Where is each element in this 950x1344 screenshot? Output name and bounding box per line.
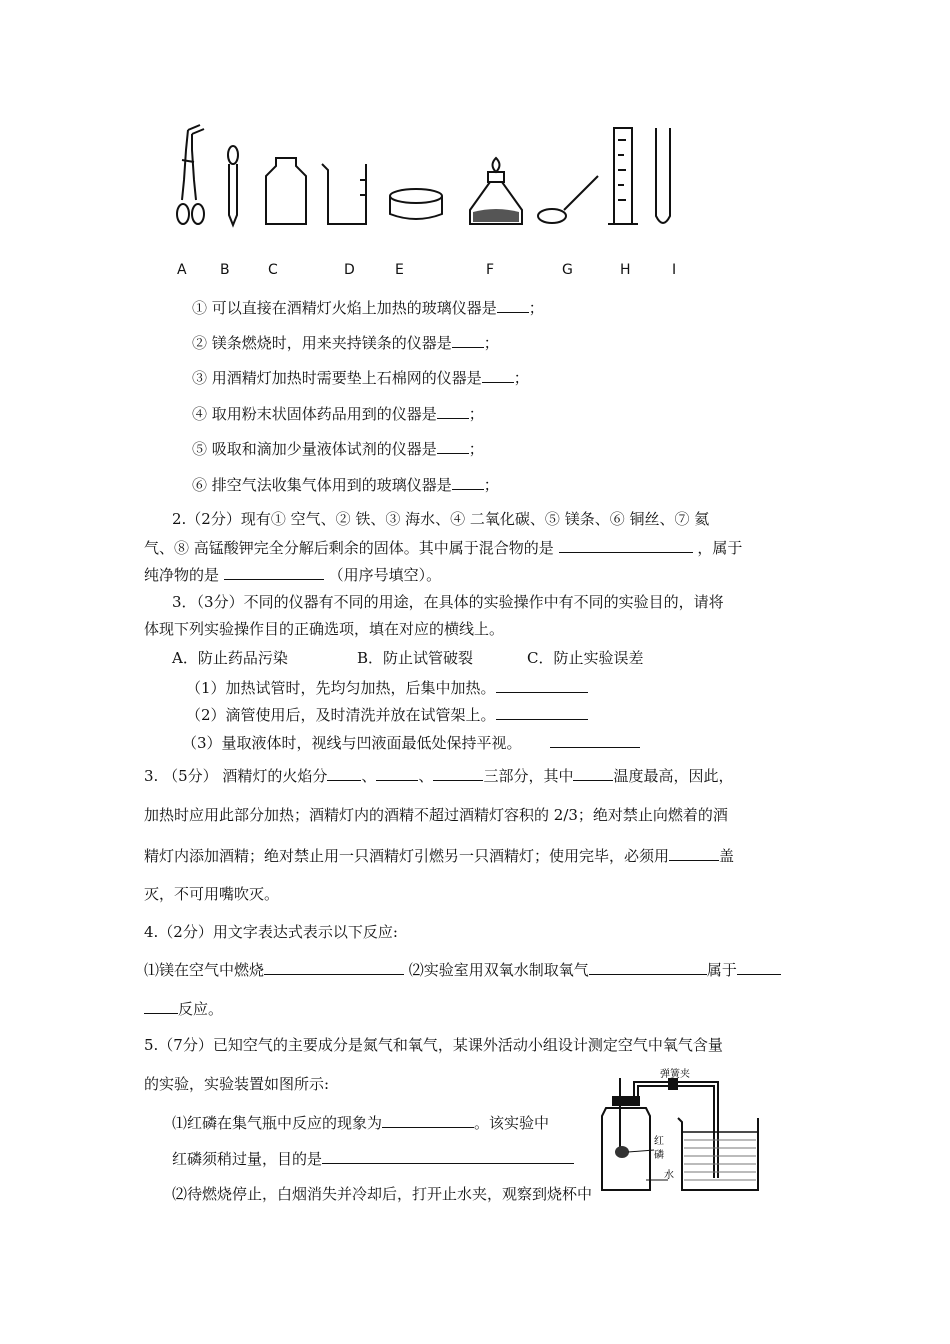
q1-item-6: ⑥ 排空气法收集气体用到的玻璃仪器是 ； [192, 476, 499, 494]
q3-item-1: （1）加热试管时，先均匀加热，后集中加热。 [186, 677, 588, 698]
apparatus-label-d: D [344, 262, 355, 278]
q3b-line-2: 加热时应用此部分加热；酒精灯内的酒精不超过酒精灯容积的 2/3；绝对禁止向燃着的酒 [144, 806, 728, 824]
q3b-line-3: 精灯内添加酒精；绝对禁止用一只酒精灯引燃另一只酒精灯；使用完毕，必须用 盖 [144, 847, 735, 865]
answer-blank[interactable] [327, 765, 361, 781]
beaker-icon [322, 164, 366, 224]
answer-blank[interactable] [264, 959, 404, 975]
answer-blank[interactable] [452, 474, 484, 490]
apparatus-label-b: B [220, 262, 230, 278]
q1-item-5: ⑤ 吸取和滴加少量液体试剂的仪器是 ； [192, 440, 484, 458]
test-tube-icon [656, 128, 670, 223]
q3-item-3: （3）量取液体时，视线与凹液面最低处保持平视。 [182, 732, 640, 753]
q1-item-3: ③ 用酒精灯加热时需要垫上石棉网的仪器是 ； [192, 369, 529, 387]
answer-blank[interactable] [224, 564, 324, 580]
answer-blank[interactable] [482, 367, 514, 383]
q3-option-b: B．防止试管破裂 [357, 649, 474, 667]
fig-label-phosphorus-2: 磷 [654, 1150, 664, 1161]
q3-option-c: C．防止实验误差 [527, 649, 644, 667]
answer-blank[interactable] [550, 732, 640, 748]
answer-blank[interactable] [737, 959, 781, 975]
answer-blank[interactable] [437, 403, 469, 419]
q4-line-1: 4.（2分）用文字表达式表示以下反应: [144, 923, 398, 941]
q3-line-2: 体现下列实验操作目的正确选项，填在对应的横线上。 [144, 620, 505, 638]
q1-item-2: ② 镁条燃烧时，用来夹持镁条的仪器是 ； [192, 334, 499, 352]
apparatus-label-g: G [562, 262, 573, 278]
q5-line-2: 的实验，实验装置如图所示: [144, 1075, 330, 1093]
q4-line-3: 反应。 [144, 998, 223, 1019]
q4-line-2: ⑴镁在空气中燃烧 ⑵实验室用双氧水制取氧气 属于 [144, 959, 781, 980]
fig-label-phosphorus-1: 红 [654, 1136, 664, 1147]
q5-line-3: ⑴红磷在集气瓶中反应的现象为 。该实验中 [172, 1114, 550, 1132]
answer-blank[interactable] [433, 765, 483, 781]
q3-option-a: A．防止药品污染 [172, 649, 288, 667]
answer-blank[interactable] [496, 677, 588, 693]
q1-item-1: ① 可以直接在酒精灯火焰上加热的玻璃仪器是 ； [192, 299, 544, 317]
crucible-tongs-icon [177, 125, 204, 224]
fig-label-water: 水 [664, 1170, 674, 1181]
apparatus-label-i: I [672, 262, 677, 278]
answer-blank[interactable] [589, 959, 707, 975]
q2-line-2: 气、⑧ 高锰酸钾完全分解后剩余的固体。其中属于混合物的是 ，属于 [144, 539, 743, 557]
apparatus-figure [170, 120, 690, 235]
apparatus-label-f: F [486, 262, 495, 278]
q3b-line-1: 3. （5分） 酒精灯的火焰分 、 、 三部分，其中 温度最高，因此， [144, 767, 734, 785]
q5-line-4: 红磷须稍过量，目的是 [172, 1148, 574, 1169]
answer-blank[interactable] [559, 537, 693, 553]
alcohol-lamp-icon [470, 158, 522, 224]
q5-line-1: 5.（7分）已知空气的主要成分是氮气和氧气，某课外活动小组设计测定空气中氧气含量 [144, 1036, 723, 1054]
answer-blank[interactable] [452, 332, 484, 348]
answer-blank[interactable] [496, 704, 588, 720]
q2-line-3: 纯净物的是 （用序号填空）。 [144, 566, 442, 584]
answer-blank[interactable] [322, 1148, 574, 1164]
q2-line-1: 2.（2分）现有① 空气、② 铁、③ 海水、④ 二氧化碳、⑤ 镁条、⑥ 铜丝、⑦ 氦 [172, 510, 710, 528]
fig-label-clamp: 弹簧夹 [660, 1069, 690, 1080]
answer-blank[interactable] [144, 998, 178, 1014]
q1-item-4: ④ 取用粉末状固体药品用到的仪器是 ； [192, 405, 484, 423]
medicine-spoon-icon [538, 176, 598, 223]
answer-blank[interactable] [497, 297, 529, 313]
answer-blank[interactable] [376, 765, 418, 781]
q3b-line-4: 灭，不可用嘴吹灭。 [144, 885, 280, 903]
q3-item-2: （2）滴管使用后，及时清洗并放在试管架上。 [186, 704, 588, 725]
apparatus-label-c: C [268, 262, 278, 278]
q3-line-1: 3．（3分）不同的仪器有不同的用途，在具体的实验操作中有不同的实验目的，请将 [172, 593, 724, 611]
apparatus-label-h: H [620, 262, 631, 278]
answer-blank[interactable] [382, 1112, 474, 1128]
dropper-icon [228, 146, 238, 225]
apparatus-label-e: E [395, 262, 404, 278]
q5-line-5: ⑵待燃烧停止，白烟消失并冷却后，打开止水夹，观察到烧杯中 [172, 1185, 593, 1203]
answer-blank[interactable] [437, 438, 469, 454]
answer-blank[interactable] [669, 845, 719, 861]
oxygen-experiment-figure [598, 1068, 768, 1198]
evaporating-dish-icon [390, 189, 442, 219]
apparatus-label-a: A [177, 262, 187, 278]
graduated-cylinder-icon [608, 128, 638, 224]
answer-blank[interactable] [573, 765, 613, 781]
wide-mouth-bottle-icon [266, 158, 306, 224]
